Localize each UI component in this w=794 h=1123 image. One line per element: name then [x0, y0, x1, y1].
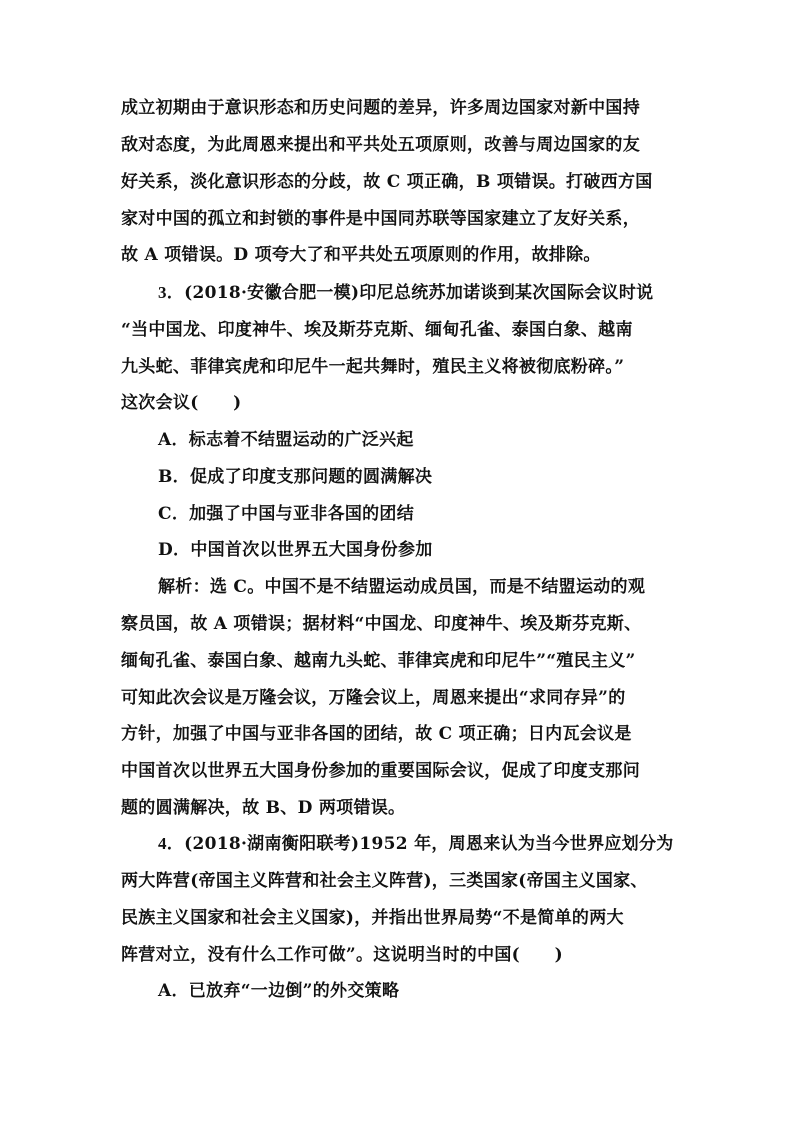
analysis-heading	[158, 575, 645, 599]
question-stem-line: 两大阵营(帝国主义阵营和社会主义阵营)，三类国家(帝国主义国家、	[121, 871, 648, 891]
question-stem-line: “当中国龙、印度神牛、埃及斯芬克斯、缅甸孔雀、泰国白象、越南	[121, 320, 633, 340]
analysis-text: 选 C。中国不是不结盟运动成员国，而是不结盟运动的观	[209, 577, 646, 597]
analysis-line: 缅甸孔雀、泰国白象、越南九头蛇、菲律宾虎和印尼牛”“殖民主义”	[121, 651, 636, 671]
analysis-line: 方针，加强了中国与亚非各国的团结，故 C 项正确；日内瓦会议是	[121, 724, 632, 744]
option-a: A．已放弃“一边倒”的外交策略	[158, 981, 400, 1001]
question-stem-line: 阵营对立，没有什么工作可做”。这说明当时的中国( )	[121, 945, 563, 965]
question-stem-line: 九头蛇、菲律宾虎和印尼牛一起共舞时，殖民主义将被彻底粉碎。”	[121, 357, 625, 377]
question-number: 4．	[158, 834, 185, 853]
question-4-heading	[158, 832, 674, 856]
analysis-line: 家对中国的孤立和封锁的事件是中国同苏联等国家建立了友好关系，	[121, 209, 640, 229]
option-a: A．标志着不结盟运动的广泛兴起	[158, 430, 414, 450]
analysis-line: 察员国，故 A 项错误；据材料“中国龙、印度神牛、埃及斯芬克斯、	[121, 614, 642, 634]
analysis-line: 可知此次会议是万隆会议，万隆会议上，周恩来提出“求同存异”的	[121, 688, 626, 708]
question-stem-line: 这次会议( )	[121, 393, 242, 413]
analysis-line: 中国首次以世界五大国身份参加的重要国际会议，促成了印度支那问	[121, 761, 640, 781]
question-stem: 印尼总统苏加诺谈到某次国际会议时说	[359, 283, 654, 303]
question-number: 3．	[158, 283, 185, 302]
analysis-label: 解析：	[158, 577, 210, 597]
option-d: D．中国首次以世界五大国身份参加	[158, 540, 433, 560]
analysis-line: 成立初期由于意识形态和历史问题的差异，许多周边国家对新中国持	[121, 98, 640, 118]
question-stem-line: 民族主义国家和社会主义国家)，并指出世界局势“不是简单的两大	[121, 908, 624, 928]
question-source: (2018·湖南衡阳联考)	[184, 834, 360, 854]
option-b: B．促成了印度支那问题的圆满解决	[158, 467, 433, 487]
question-3-heading	[158, 281, 653, 305]
question-source: (2018·安徽合肥一模)	[184, 283, 360, 303]
analysis-line: 题的圆满解决，故 B、D 两项错误。	[121, 798, 406, 818]
analysis-line: 故 A 项错误。D 项夸大了和平共处五项原则的作用，故排除。	[121, 245, 601, 265]
question-stem: 1952 年，周恩来认为当今世界应划分为	[359, 834, 674, 854]
option-c: C．加强了中国与亚非各国的团结	[158, 504, 415, 524]
analysis-line: 好关系，淡化意识形态的分歧，故 C 项正确，B 项错误。打破西方国	[121, 172, 653, 192]
analysis-line: 敌对态度，为此周恩来提出和平共处五项原则，改善与周边国家的友	[121, 135, 640, 155]
